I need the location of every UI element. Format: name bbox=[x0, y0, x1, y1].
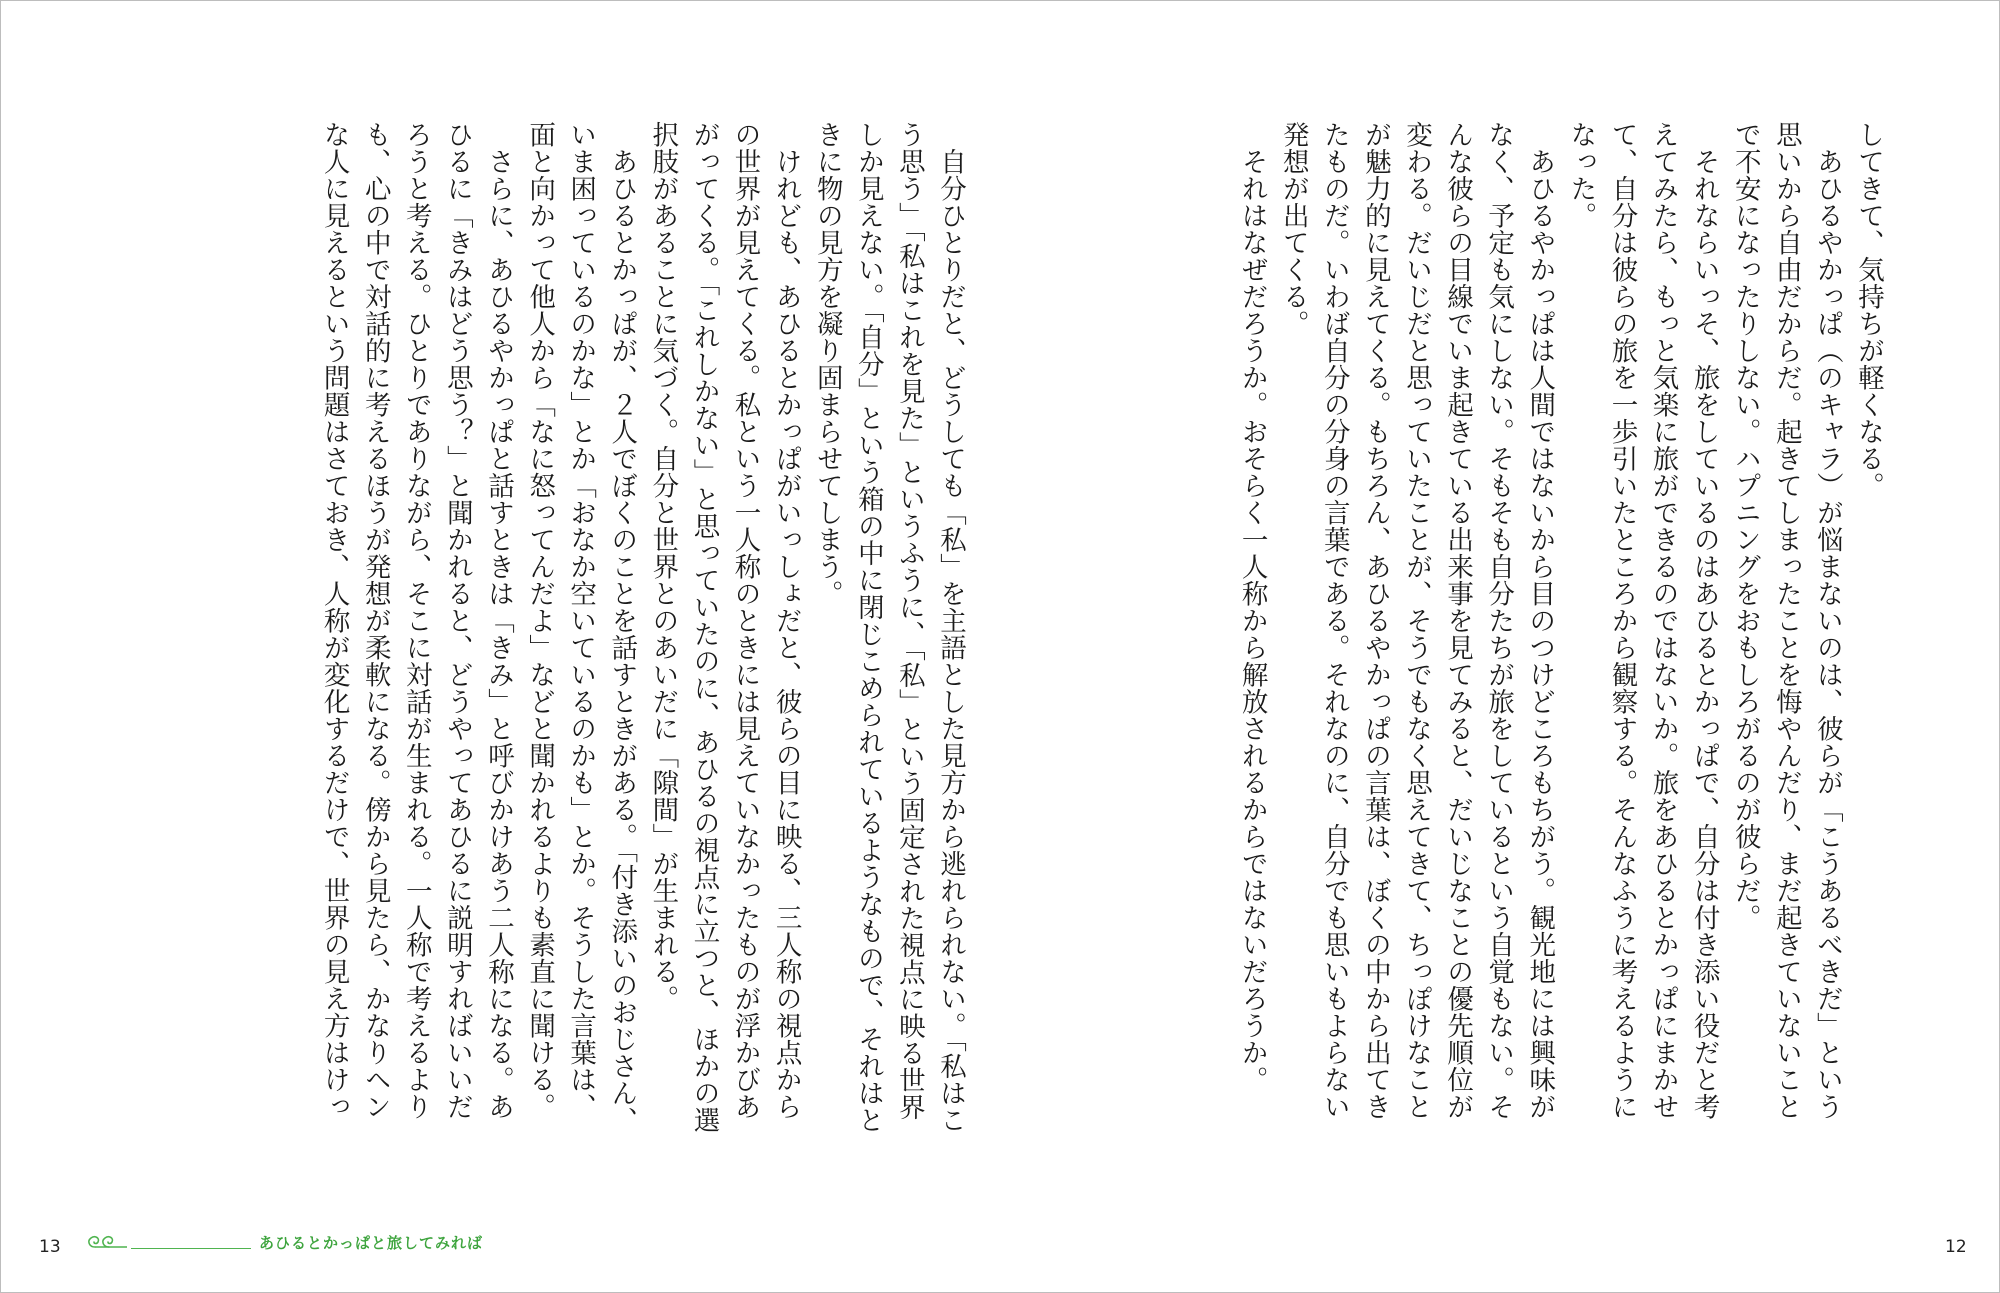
swirl-icon bbox=[85, 1231, 129, 1253]
paragraph: あひるやかっぱは人間ではないから目のつけどころもちがう。観光地には興味がなく、予定も気にしない。そもそも自分たちが旅をしているという自覚もない。そんな彼らの目線でいま起きている出来事を見てみると、だいじなことの優先順位が変わる。だいじだと思っていたことが、そうでもなく思えてきて、ちっぽけなことが魅力的に見えてくる。もちろん、あひるやかっぱの言葉は、ぼくの中から出てきたものだ。いわば自分の分身の言葉である。それなのに、自分でも思いもよらない発想が出てくる。 bbox=[1277, 121, 1556, 1120]
paragraph: 自分ひとりだと、どうしても「私」を主語とした見方から逃れられない。「私はこう思う」「私はこれを見た」というふうに、「私」という固定された視点に映る世界しか見えない。「自分」という箱の中に閉じこめられているようなもので、それはときに物の見方を凝り固まらせてしまう。 bbox=[811, 121, 966, 1134]
paragraph: それならいっそ、旅をしているのはあひるとかっぱで、自分は付き添い役だと考えてみたら、もっと気楽に旅ができるのではないか。旅をあひるとかっぱにまかせて、自分は彼らの旅を一歩引いたところから観察する。そんなふうに考えるようになった。 bbox=[1565, 121, 1720, 1120]
left-page bbox=[113, 121, 971, 1141]
paragraph: それはなぜだろうか。おそらく一人称から解放されるからではないだろうか。 bbox=[1236, 147, 1268, 1093]
running-header bbox=[85, 1229, 483, 1255]
page-number-left: 13 bbox=[39, 1237, 61, 1257]
paragraph: けれども、あひるとかっぱがいっしょだと、彼らの目に映る、三人称の視点からの世界が見えてくる。私という一人称のときには見えていなかったものが浮かびあがってくる。「これしかない」と思っていたのに、あひるの視点に立つと、ほかの選択肢があることに気づく。自分と世界とのあいだに「隙間」が生まれる。 bbox=[647, 121, 802, 1134]
page-number-right: 12 bbox=[1945, 1237, 1967, 1257]
runner-rule bbox=[131, 1248, 251, 1249]
right-page bbox=[1119, 121, 1889, 1141]
paragraph: あひるやかっぱ（のキャラ）が悩まないのは、彼らが「こうあるべきだ」という思いから自由だからだ。起きてしまったことを悔やんだり、まだ起きていないことで不安になったりしない。ハプニングをおもしろがるのが彼らだ。 bbox=[1729, 121, 1843, 1120]
paragraph: してきて、気持ちが軽くなる。 bbox=[1853, 121, 1884, 499]
paragraph: さらに、あひるやかっぱと話すときは「きみ」と呼びかけあう二人称になる。あひるに「きみはどう思う？」と聞かれると、どうやってあひるに説明すればいいだろうと考える。ひとりでありながら、そこに対話が生まれる。一人称で考えるよりも、心の中で対話的に考えるほうが発想が柔軟になる。傍から見たら、かなりヘンな人に見えるという問題はさておき、人称が変化するだけで、世界の見え方はけっ bbox=[318, 121, 514, 1120]
right-page-body bbox=[1119, 121, 1889, 1141]
running-title: あひるとかっぱと旅してみれば bbox=[259, 1233, 484, 1252]
left-page-body bbox=[113, 121, 971, 1141]
paragraph: あひるとかっぱが、２人でぼくのことを話すときがある。「付き添いのおじさん、いま困っているのかな」とか「おなか空いているのかも」とか。そうした言葉は、面と向かって他人から「なに怒ってんだよ」などと聞かれるよりも素直に聞ける。 bbox=[524, 121, 638, 1134]
